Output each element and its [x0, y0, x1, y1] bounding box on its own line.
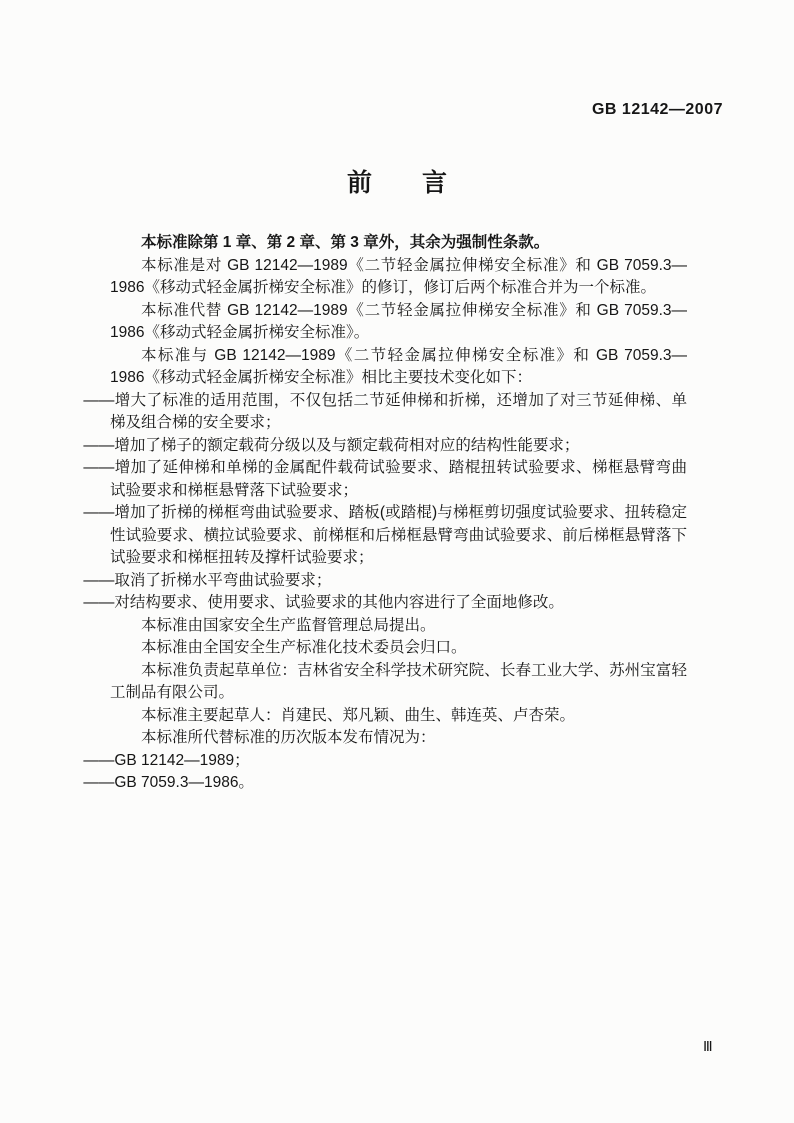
paragraph: 本标准除第 1 章、第 2 章、第 3 章外，其余为强制性条款。 — [141, 234, 550, 251]
list-item: ——增加了延伸梯和单梯的金属配件载荷试验要求、踏棍扭转试验要求、梯框悬臂弯曲试验要求和梯框悬臂落下试验要求； — [83, 459, 687, 499]
list-item: ——对结构要求、使用要求、试验要求的其他内容进行了全面地修改。 — [83, 594, 564, 611]
list-item: ——GB 7059.3—1986。 — [83, 774, 254, 791]
page-number: Ⅲ — [703, 1038, 713, 1054]
paragraph: 本标准由全国安全生产标准化技术委员会归口。 — [141, 639, 467, 656]
paragraph: 本标准负责起草单位：吉林省安全科学技术研究院、长春工业大学、苏州宝富轻工制品有限公司。 — [110, 661, 687, 701]
paragraph: 本标准是对 GB 12142—1989《二节轻金属拉伸梯安全标准》和 GB 7059.3—1986《移动式轻金属折梯安全标准》的修订，修订后两个标准合并为一个标准。 — [110, 256, 687, 296]
paragraph: 本标准由国家安全生产监督管理总局提出。 — [141, 616, 436, 634]
standard-code: GB 12142—2007 — [591, 101, 723, 118]
list-item: ——GB 12142—1989； — [83, 751, 250, 769]
list-item: ——增加了梯子的额定载荷分级以及与额定载荷相对应的结构性能要求； — [83, 436, 580, 454]
foreword-body — [83, 232, 687, 795]
list-item: ——增大了标准的适用范围，不仅包括二节延伸梯和折梯，还增加了对三节延伸梯、单梯及组合梯的安全要求； — [83, 391, 687, 431]
paragraph: 本标准代替 GB 12142—1989《二节轻金属拉伸梯安全标准》和 GB 7059.3—1986《移动式轻金属折梯安全标准》。 — [110, 301, 687, 341]
paragraph: 本标准与 GB 12142—1989《二节轻金属拉伸梯安全标准》和 GB 7059.3—1986《移动式轻金属折梯安全标准》相比主要技术变化如下： — [110, 346, 687, 386]
list-item: ——增加了折梯的梯框弯曲试验要求、踏板(或踏棍)与梯框剪切强度试验要求、扭转稳定性试验要求、横拉试验要求、前梯框和后梯框悬臂弯曲试验要求、前后梯框悬臂落下试验要求和梯框扭转及撑杆试验要求； — [83, 504, 687, 566]
paragraph: 本标准所代替标准的历次版本发布情况为： — [141, 729, 436, 746]
paragraph: 本标准主要起草人：肖建民、郑凡颖、曲生、韩连英、卢杏荣。 — [141, 706, 576, 724]
page-title: 前 言 — [346, 169, 447, 197]
list-item: ——取消了折梯水平弯曲试验要求； — [83, 571, 332, 589]
